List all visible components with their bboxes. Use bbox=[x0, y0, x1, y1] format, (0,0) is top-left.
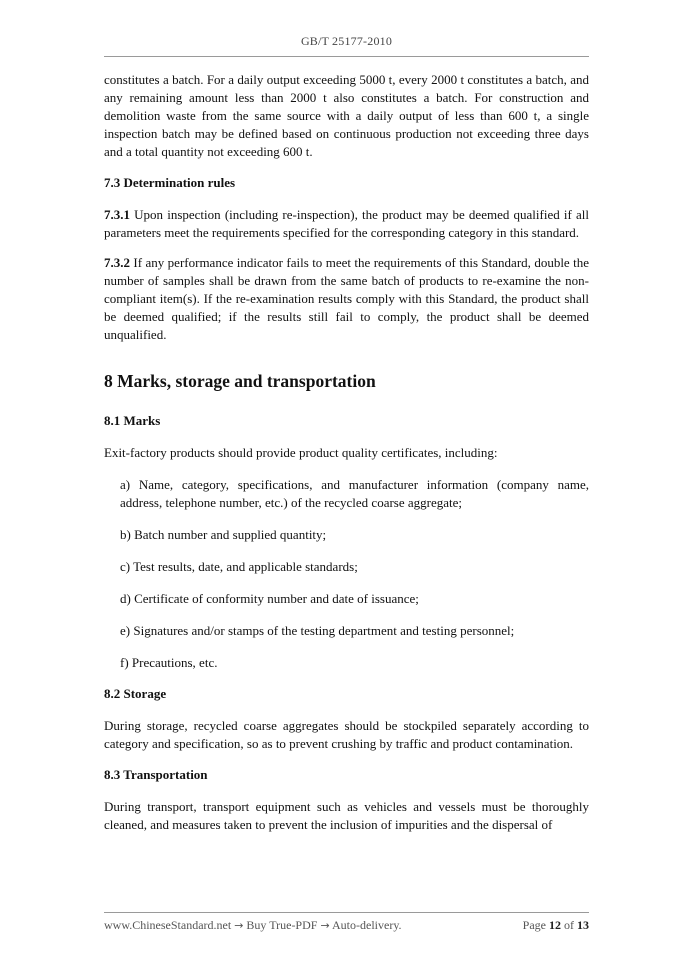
delivery-text: Auto-delivery. bbox=[332, 918, 402, 932]
page-header: GB/T 25177-2010 bbox=[300, 34, 393, 48]
storage-paragraph: During storage, recycled coarse aggregates should be stockpiled separately according to category and specification, so as to prevent crushing by traffic and product contamination. bbox=[104, 718, 589, 751]
footer-divider bbox=[104, 912, 589, 913]
clause-text: Upon inspection (including re-inspection), the product may be deemed qualified if all parameters meet the requirements specified for the corresponding category in this standard. bbox=[104, 207, 589, 240]
page-number: 12 bbox=[549, 918, 561, 932]
marks-paragraph: Exit-factory products should provide product quality certificates, including: bbox=[104, 445, 498, 460]
clause-number: 7.3.1 bbox=[104, 207, 130, 222]
list-item: e) Signatures and/or stamps of the testing department and testing personnel; bbox=[120, 623, 515, 638]
list-item: b) Batch number and supplied quantity; bbox=[120, 527, 327, 542]
list-item: a) Name, category, specifications, and manufacturer information (company name, address, telephone number, etc.) of the recycled coarse aggregate; bbox=[120, 477, 589, 510]
page-footer bbox=[104, 918, 589, 933]
heading-8-2: 8.2 Storage bbox=[104, 686, 167, 701]
clause-number: 7.3.2 bbox=[104, 255, 130, 270]
clause-7-3-2 bbox=[104, 254, 589, 344]
transportation-paragraph: During transport, transport equipment such as vehicles and vessels must be thoroughly cleaned, and measures taken to prevent the inclusion of impurities and the dispersal of bbox=[104, 799, 589, 832]
list-item: f) Precautions, etc. bbox=[120, 655, 218, 670]
list-item: c) Test results, date, and applicable standards; bbox=[120, 559, 358, 574]
heading-8-1: 8.1 Marks bbox=[104, 413, 161, 428]
heading-8-3: 8.3 Transportation bbox=[104, 767, 208, 782]
footer-links bbox=[104, 918, 402, 933]
heading-8: 8 Marks, storage and transportation bbox=[104, 371, 376, 391]
buy-pdf-link[interactable]: Buy True-PDF bbox=[246, 918, 318, 932]
page-content bbox=[104, 71, 589, 834]
page-indicator bbox=[523, 918, 589, 933]
page-label: Page bbox=[522, 918, 546, 932]
clause-text: If any performance indicator fails to meet the requirements of this Standard, double the number of samples shall be drawn from the same batch of products to re-examine the non-compliant item(s). If the re-examination results comply with this Standard, the product shall be deemed qualified; if the results still fail to comply, the product shall be deemed unqualified. bbox=[104, 255, 589, 342]
page-total: 13 bbox=[577, 918, 589, 932]
heading-7-3: 7.3 Determination rules bbox=[104, 175, 236, 190]
of-label: of bbox=[564, 918, 574, 932]
arrow-right-icon: → bbox=[234, 919, 244, 932]
clause-7-3-1 bbox=[104, 206, 589, 242]
site-link[interactable]: www.ChineseStandard.net bbox=[104, 918, 232, 932]
header-divider bbox=[104, 56, 589, 57]
list-item: d) Certificate of conformity number and date of issuance; bbox=[120, 591, 419, 606]
intro-paragraph: constitutes a batch. For a daily output exceeding 5000 t, every 2000 t constitutes a batch, and any remaining amount less than 2000 t also constitutes a batch. For construction and demolition waste from the same source with a daily output of less than 600 t, a single inspection batch may be defined based on continuous production not exceeding three days and a total quantity not exceeding 600 t. bbox=[104, 72, 589, 159]
arrow-right-icon: → bbox=[320, 919, 330, 932]
